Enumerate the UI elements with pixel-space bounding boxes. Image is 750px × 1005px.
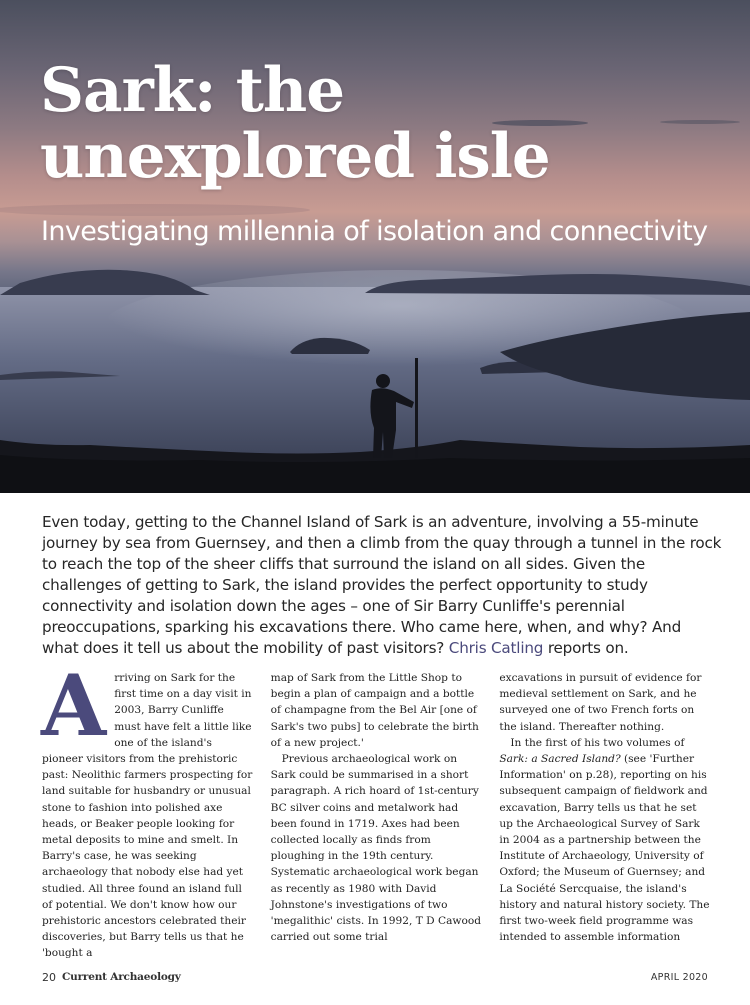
body-column-3 — [499, 670, 710, 950]
body-paragraph — [41, 656, 253, 962]
page-number: 20 — [42, 970, 56, 984]
body-column-1 — [41, 656, 253, 960]
paragraph-text: In the first of his two volumes of — [510, 736, 685, 749]
footer-left — [42, 971, 181, 984]
book-title: Sark: a Sacred Island? — [499, 753, 621, 766]
body-paragraph: Previous archaeological work on Sark could be summarised in a short paragraph. A rich hoard of 1st-century BC silver coins and metalwork had been found in 1719. Axes had been collected locally as finds from ploughing in the 19th century. Systematic archaeological work began as recently as 1980 with David Johnstone's investigations of two 'megalithic' cists. In 1992, T D Cawood carried out some trial — [270, 753, 482, 944]
paragraph-text: (see 'Further Information' on p.28), reporting on his subsequent campaign of fieldwork and excavation, Barry tells us that he set up the Archaeological Survey of Sark in 2004 as a partnership between the Institute of Archaeology, University of Oxford; the Museum of Guernsey; and La Société Sercquaise, the island's history and natural history society. The first two-week field programme was intended to assemble information — [499, 753, 710, 944]
hero-photo — [0, 0, 750, 493]
standfirst-text: Even today, getting to the Channel Island of Sark is an adventure, involving a 55-minute journey by sea from Guernsey, and then a climb from the quay through a tunnel in the rock to reach the top of the sheer cliffs that surround the island on all sides. Given the challenges of getting to Sark, the island provides the perfect opportunity to study connectivity and isolation down the ages – one of Sir Barry Cunliffe's perennial preoccupations, sparking his excavations there. Who came here, when, and why? And what does it tell us about the mobility of past visitors? — [42, 513, 722, 657]
body-paragraph: excavations in pursuit of evidence for medieval settlement on Sark, and he surveyed one of two French forts on the island. Thereafter nothing. — [499, 672, 702, 733]
body-paragraph — [499, 735, 710, 946]
body-paragraph: map of Sark from the Little Shop to begin a plan of campaign and a bottle of champagne from the Bel Air [one of Sark's two pubs] to celebrate the birth of a new project.' — [270, 672, 479, 749]
article-body — [41, 656, 710, 960]
drop-cap: A — [41, 656, 107, 755]
article-title — [40, 55, 550, 192]
title-line-2: unexplored isle — [40, 121, 550, 192]
standfirst — [42, 512, 722, 659]
body-column-2 — [271, 670, 482, 950]
title-line-1: Sark: the — [40, 55, 345, 126]
issue-date: APRIL 2020 — [650, 971, 708, 983]
author-name: Chris Catling — [448, 639, 544, 657]
article-subtitle: Investigating millennia of isolation and connectivity — [41, 216, 708, 247]
page-footer — [42, 969, 708, 985]
standfirst-suffix: reports on. — [543, 639, 629, 657]
paragraph-text: rriving on Sark for the first time on a day visit in 2003, Barry Cunliffe must have felt a little like one of the island's pioneer visitors from the prehistoric past: Neolithic farmers prospecting for land suitable for husbandry or unusual stone to fashion into polished axe heads, or Beaker people looking for metal deposits to mine and smelt. In Barry's case, he was seeking archaeology that nobody else had yet studied. All three found an island full of potential. We don't know how our prehistoric ancestors celebrated their discoveries, but Barry tells us that he 'bought a — [42, 672, 253, 960]
magazine-name: Current Archaeology — [62, 971, 181, 983]
